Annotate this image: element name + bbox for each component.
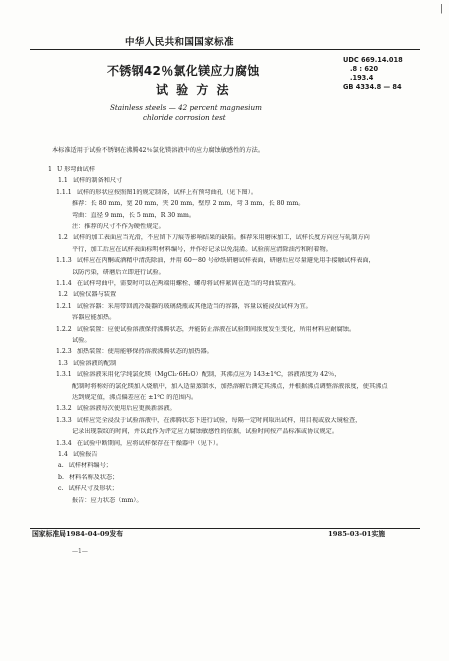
- udc-code-3: .193.4: [350, 74, 374, 82]
- gb-code: GB 4334.8 — 84: [343, 83, 402, 91]
- section-line: [56, 405, 176, 412]
- section-line: [72, 428, 338, 435]
- section-text: 试验溶液的配制: [72, 359, 117, 367]
- section-line: [56, 371, 340, 378]
- section-line: [56, 348, 213, 355]
- section-text: 试样应完全浸没于试验溶液中，在沸腾状态下进行试验，每隔一定时间取出试样，用目视或放大镜检查，: [76, 416, 362, 424]
- section-line: [72, 200, 304, 207]
- implement-date: 1985-03-01实施: [328, 530, 386, 538]
- section-text: 加热装置：使用能够保持溶液沸腾状态的加热器。: [76, 348, 213, 356]
- issue-date: 国家标准局1984-04-09发布: [32, 530, 124, 538]
- section-text: 试样材料编号；: [68, 462, 112, 470]
- section-number: 1.3.2: [56, 405, 72, 413]
- section-number: 1.1.1: [56, 188, 72, 196]
- section-text: 在试样弯曲中，需要时可以在两端用螺栓、螺母将试样紧固在适当的弯曲装置内。: [76, 280, 300, 287]
- section-line: [58, 234, 370, 241]
- section-text: 推荐：长 80 mm，宽 20 mm，夹 20 mm，壁厚 2 mm，弯 3 mm，长 80 mm。: [72, 200, 305, 208]
- section-line: [72, 497, 143, 504]
- section-text: 注：推荐的尺寸不作为硬性规定。: [72, 223, 165, 230]
- section-number: 1.2.3: [56, 348, 72, 356]
- section-text: 试验报告: [72, 451, 98, 458]
- section-line: [56, 303, 312, 310]
- section-number: a.: [58, 462, 64, 470]
- section-line: [56, 326, 355, 333]
- section-line: [58, 485, 118, 492]
- section-number: 1.1.4: [56, 280, 72, 287]
- section-text: 材料名称及状态；: [68, 473, 119, 481]
- section-number: 1: [48, 166, 52, 173]
- section-text: 试验溶液每次使用后应更换新溶液。: [76, 405, 176, 413]
- section-line: [58, 360, 116, 367]
- section-number: 1.4: [58, 451, 68, 458]
- section-text: 试样应在丙酮或酒精中清洗除油，并用 60～80 号砂纸研磨试样表面，研磨后应尽量避免用手接触试样表面，: [76, 257, 375, 265]
- standard-org: 中华人民共和国国家标准: [125, 37, 234, 48]
- title-cn: 不锈钢42％氯化镁应力腐蚀: [107, 64, 260, 78]
- section-line: [58, 451, 98, 458]
- section-number: 1.2: [58, 234, 68, 242]
- section-text: 试样尺寸及形状；: [68, 485, 118, 493]
- section-text: 试样的加工表面应当光滑，不应留下刀痕等影响结果的缺陷。推荐采用磨床加工，试样长度方向应与轧制方向: [72, 234, 370, 242]
- section-text: 弯曲：直径 9 mm，长 5 mm，R 30 mm。: [72, 211, 196, 219]
- section-text: 达到规定值，沸点偏差应在 ±1℃ 的范围内。: [72, 394, 198, 401]
- section-line: [56, 417, 361, 424]
- section-line: [58, 291, 116, 298]
- section-line: [72, 246, 332, 253]
- margin-mark: |: [440, 4, 444, 14]
- udc-code-1: UDC 669.14.018: [343, 56, 403, 64]
- section-text: 配制时将称好的氯化镁加入烧瓶中，加入适量蒸馏水，加热溶解后测定其沸点，并根据沸点调整溶液浓度，使其沸点: [72, 382, 388, 390]
- title-en: Stainless steels — 42 percent magnesium: [110, 103, 262, 112]
- section-number: 1.1: [58, 177, 68, 185]
- section-number: 1.3.1: [56, 371, 72, 379]
- title-en-2: chloride corrosion test: [143, 113, 226, 122]
- section-line: [58, 474, 118, 481]
- section-line: [48, 166, 95, 173]
- section-text: 报告：应力状态（mm）。: [72, 496, 143, 504]
- udc-code-2: .8 : 620: [350, 65, 379, 73]
- section-line: [58, 177, 122, 184]
- section-line: [72, 314, 115, 321]
- footer-rule: [30, 528, 420, 529]
- section-number: 1.3: [58, 359, 68, 367]
- intro-text: 本标准适用于试验不锈钢在沸腾42％氯化镁溶液中的应力腐蚀敏感性的方法。: [52, 147, 265, 154]
- section-text: 试验。: [72, 337, 91, 344]
- section-number: c.: [58, 485, 64, 493]
- section-line: [56, 257, 375, 264]
- section-number: 1.2: [58, 291, 68, 299]
- section-line: [72, 223, 165, 230]
- section-text: 试验装置：应使试验溶液保持沸腾状态，并能防止溶液在试验期间浓度发生变化，所用材料应耐腐蚀。: [76, 325, 356, 333]
- section-line: [72, 337, 91, 344]
- section-text: 试验仪器与装置: [72, 291, 117, 299]
- section-text: 试验溶液采用化学纯氯化镁（MgCl₂·6H₂O）配制，其沸点应为 143±1℃，溶液浓度为 42％，: [76, 371, 341, 379]
- title-cn-2: 试 验 方 法: [156, 83, 231, 97]
- header-rule: [30, 49, 420, 50]
- section-line: [56, 440, 222, 447]
- page-number: —1—: [72, 548, 88, 555]
- section-line: [72, 212, 195, 219]
- section-line: [72, 269, 165, 276]
- section-text: 试样的制备和尺寸: [72, 177, 123, 185]
- section-number: 1.1.3: [56, 257, 72, 265]
- section-line: [72, 383, 388, 390]
- section-text: 试验容器：采用带回流冷凝器的玻璃烧瓶或其他适当的容器，容量以能浸没试样为宜。: [76, 302, 312, 310]
- section-line: [56, 280, 300, 287]
- section-number: 1.2.2: [56, 325, 72, 333]
- section-text: 以防污染，研磨后立即进行试验。: [72, 268, 165, 276]
- section-text: 记录出现裂纹的时间，并以此作为评定应力腐蚀敏感性的依据，试验时间按产品标准或协议规定。: [72, 428, 339, 436]
- section-line: [56, 189, 257, 196]
- section-line: [72, 394, 197, 401]
- section-number: 1.3.4: [56, 439, 72, 447]
- section-text: 试样的形状应按照图1的规定制备，试样上有预弯曲孔（见下图）。: [76, 188, 258, 196]
- section-text: 平行，加工后应在试样表面标明材料编号，并作好记录以免混淆。试验前应清除油污和附着物。: [72, 245, 332, 253]
- section-text: U 形弯曲试样: [56, 166, 96, 173]
- section-number: 1.3.3: [56, 416, 72, 424]
- section-line: [58, 462, 112, 469]
- section-number: 1.2.1: [56, 302, 72, 310]
- section-number: b.: [58, 473, 64, 481]
- section-text: 在试验中断期间，应将试样保存在干燥器中（见下）。: [76, 439, 223, 447]
- section-text: 容器应能加热。: [72, 314, 116, 322]
